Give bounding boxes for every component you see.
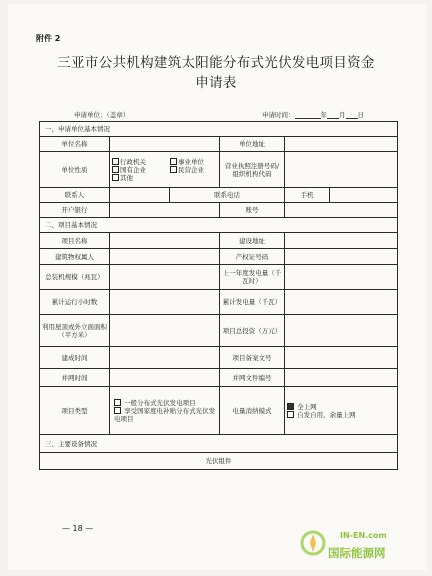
property-no-value[interactable]: [285, 249, 398, 265]
phone-label: 联系电话: [170, 188, 285, 203]
day-label: 日: [357, 111, 364, 119]
bank-label: 开户银行: [40, 203, 110, 218]
grid-doc-value[interactable]: [285, 369, 398, 387]
roof-area-label: 利用屋顶或外立面面积（平方米）: [40, 315, 110, 347]
section-2-title: 二、项目基本情况: [40, 218, 398, 233]
capacity-value[interactable]: [110, 265, 220, 290]
owner-value[interactable]: [110, 249, 220, 265]
hours-value[interactable]: [110, 290, 220, 315]
watermark-logo-icon: [300, 530, 326, 556]
build-address-value[interactable]: [285, 233, 398, 249]
grid-time-value[interactable]: [110, 369, 220, 387]
consume-mode-label: 电量消纳模式: [220, 387, 285, 435]
option-other[interactable]: 其他: [112, 174, 133, 182]
section-3-title: 三、主要设备情况: [40, 435, 398, 453]
grid-doc-label: 并网文件编号: [220, 369, 285, 387]
project-name-label: 项目名称: [40, 233, 110, 249]
title-line-2: 申请表: [195, 75, 237, 91]
unit-nature-label: 单位性质: [40, 152, 110, 188]
mobile-label: 手机: [285, 188, 330, 203]
build-address-label: 建设地址: [220, 233, 285, 249]
account-label: 账号: [220, 203, 285, 218]
month-blank: [327, 111, 339, 119]
title-line-1: 三亚市公共机构建筑太阳能分布式光伏发电项目资金: [57, 55, 375, 71]
capacity-label: 总装机规模（兆瓦）: [40, 265, 110, 290]
watermark-name: 国际能源网: [328, 546, 386, 560]
contact-value[interactable]: [110, 188, 170, 203]
applicant-label: 申请单位：（盖章）: [74, 111, 130, 119]
investment-label: 项目总投资（万元）: [220, 315, 285, 347]
last-year-gen-label: 上一年度发电量（千瓦时）: [220, 265, 285, 290]
application-form-table: [39, 121, 398, 470]
checkbox-icon: [112, 158, 119, 165]
section-1-title: 一、申请单位基本情况: [40, 122, 398, 137]
account-value[interactable]: [285, 203, 398, 218]
owner-label: 建筑物权属人: [40, 249, 110, 265]
checkbox-icon: [170, 166, 177, 173]
unit-address-label: 单位地址: [220, 137, 285, 152]
checkbox-icon: [114, 407, 121, 414]
option-self-use[interactable]: 自发自用，余量上网: [287, 411, 395, 419]
unit-address-value[interactable]: [285, 137, 398, 152]
mobile-value[interactable]: [330, 188, 398, 203]
grid-time-label: 并网时间: [40, 369, 110, 387]
month-label: 月: [339, 111, 346, 119]
contact-label: 联系人: [40, 188, 110, 203]
option-institution[interactable]: 事业单位: [170, 158, 204, 166]
option-government[interactable]: 行政机关: [112, 158, 170, 166]
unit-name-value[interactable]: [110, 137, 220, 152]
checkbox-icon: [112, 174, 119, 181]
record-no-value[interactable]: [285, 347, 398, 369]
checkbox-icon: [287, 411, 294, 418]
total-gen-value[interactable]: [285, 290, 398, 315]
application-time: [262, 110, 364, 119]
last-year-gen-value[interactable]: [285, 265, 398, 290]
total-gen-label: 累计发电量（千瓦）: [220, 290, 285, 315]
bank-value[interactable]: [110, 203, 220, 218]
option-private[interactable]: 民营企业: [170, 166, 204, 174]
checkbox-icon: [170, 158, 177, 165]
pv-modules-label: 光伏组件: [40, 453, 398, 470]
record-no-label: 项目备案文号: [220, 347, 285, 369]
day-blank: [346, 111, 358, 119]
unit-name-label: 单位名称: [40, 137, 110, 152]
consume-mode-options: [285, 387, 398, 435]
year-blank: [295, 111, 321, 119]
checkbox-checked-icon: [287, 403, 294, 410]
option-state-owned[interactable]: 国有企业: [112, 166, 170, 174]
build-time-value[interactable]: [110, 347, 220, 369]
time-label: 申请时间：: [262, 111, 295, 119]
option-subsidized-pv[interactable]: 享受国家度电补贴分布式光伏发电项目: [114, 406, 216, 423]
roof-area-value[interactable]: [110, 315, 220, 347]
project-type-label: 项目类型: [40, 387, 110, 435]
page-number: — 18 —: [62, 524, 94, 533]
investment-value[interactable]: [285, 315, 398, 347]
hours-label: 累计运行小时数: [40, 290, 110, 315]
attachment-label: 附件 2: [36, 34, 61, 43]
watermark-url: IN-EN.com: [340, 531, 387, 540]
option-full-grid[interactable]: 全上网: [287, 403, 395, 411]
project-type-options: [110, 387, 220, 435]
license-code-value[interactable]: [285, 152, 398, 188]
checkbox-icon: [112, 166, 119, 173]
license-code-label: 营业执照注册号码/组织机构代码: [220, 152, 285, 188]
project-name-value[interactable]: [110, 233, 220, 249]
build-time-label: 建成时间: [40, 347, 110, 369]
checkbox-icon: [114, 399, 121, 406]
unit-nature-options: [110, 152, 220, 188]
property-no-label: 产权证号码: [220, 249, 285, 265]
year-label: 年: [320, 111, 327, 119]
option-general-pv[interactable]: 一般分布式光伏发电项目: [112, 399, 217, 407]
